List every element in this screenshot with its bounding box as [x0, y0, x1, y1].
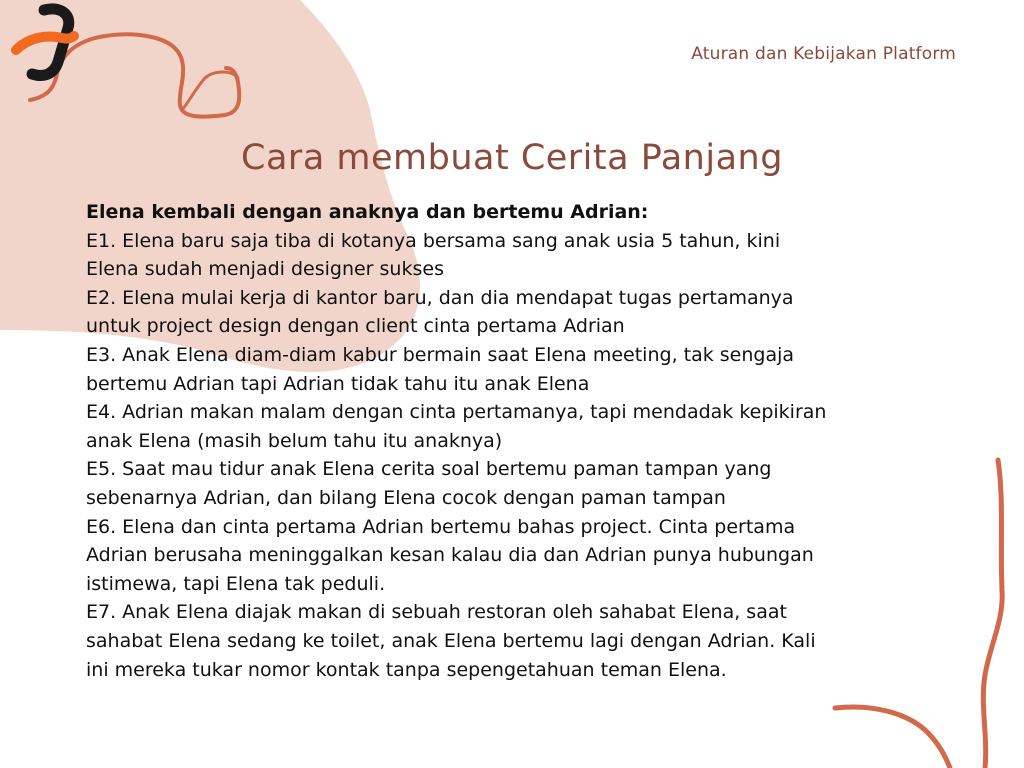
outline-line: istimewa, tapi Elena tak peduli. — [86, 572, 386, 595]
outline-line: bertemu Adrian tapi Adrian tidak tahu itu anak Elena — [86, 372, 590, 395]
outline-line: E2. Elena mulai kerja di kantor baru, dan dia mendapat tugas pertamanya — [86, 286, 794, 309]
slide-title-text: Cara membuat Cerita Panjang — [241, 138, 783, 178]
squiggle-bottom-right — [835, 707, 950, 768]
outline-line: ini mereka tukar nomor kontak tanpa sepengetahuan teman Elena. — [86, 658, 727, 681]
outline-line: sahabat Elena sedang ke toilet, anak Elena bertemu lagi dengan Adrian. Kali — [86, 629, 816, 652]
outline-line: Elena sudah menjadi designer sukses — [86, 258, 444, 281]
outline-line: E6. Elena dan cinta pertama Adrian bertemu bahas project. Cinta pertama — [86, 515, 796, 538]
outline-line: anak Elena (masih belum tahu itu anaknya) — [86, 429, 503, 452]
outline-heading: Elena kembali dengan anaknya dan bertemu Adrian: — [86, 201, 649, 223]
outline-line: E4. Adrian makan malam dengan cinta pertamanya, tapi mendadak kepikiran — [86, 401, 827, 424]
platform-label: Aturan dan Kebijakan Platform — [691, 44, 956, 64]
outline-line: E1. Elena baru saja tiba di kotanya bersama sang anak usia 5 tahun, kini — [86, 229, 781, 252]
outline-line: Adrian berusaha meninggalkan kesan kalau dia dan Adrian punya hubungan — [86, 544, 814, 567]
outline-line: E3. Anak Elena diam-diam kabur bermain saat Elena meeting, tak sengaja — [86, 343, 795, 366]
story-outline — [86, 198, 846, 684]
outline-line: E7. Anak Elena diajak makan di sebuah restoran oleh sahabat Elena, saat — [86, 601, 787, 624]
outline-line: sebenarnya Adrian, dan bilang Elena cocok dengan paman tampan — [86, 486, 726, 509]
squiggle-right — [983, 460, 1002, 768]
outline-line: untuk project design dengan client cinta pertama Adrian — [86, 315, 625, 338]
slide-title — [0, 138, 1024, 178]
outline-line: E5. Saat mau tidur anak Elena cerita soal bertemu paman tampan yang — [86, 458, 772, 481]
